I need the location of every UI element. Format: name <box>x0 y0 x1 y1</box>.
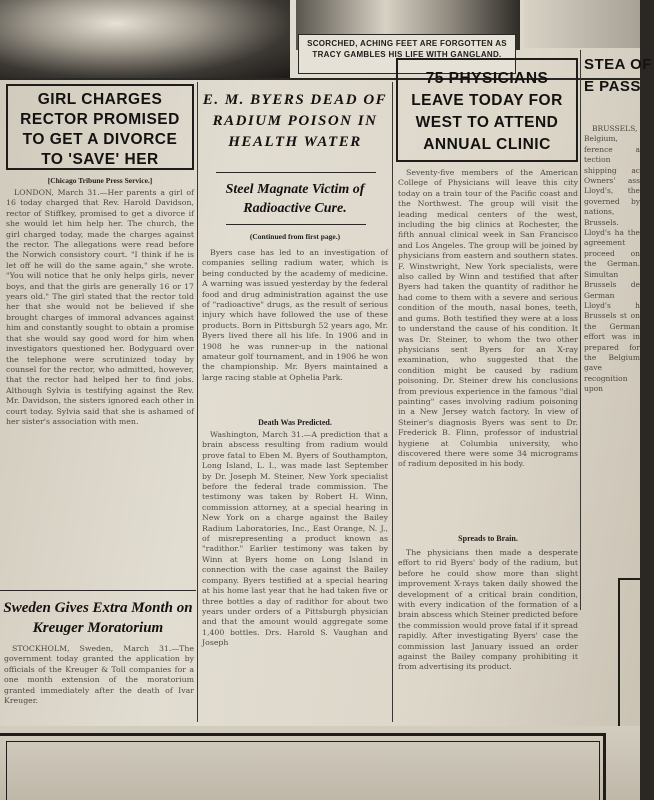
story-divider <box>0 590 196 591</box>
column-rule <box>392 82 393 722</box>
story-paragraph: STOCKHOLM, Sweden, March 31.—The government today granted the application by officials of the Kreuger & Toll companies for a one month extension of the moratorium granted immediately after the death of Ivar Kreuger. <box>4 644 194 706</box>
story-paragraph: Byers case has led to an investigation of companies selling radium water, which is being conducted by the academy of medicine. A warning was issued yesterday by the federal food and drug administration against the use of "radioactive" drugs, as the result of serious injury which have followed the use of these products. Born in Pittsburgh 52 years ago, Mr. Byers lived there all his life. In 1906 and in 1908 he was runner-up in the national amateur golf tournament, and in 1906 he won the championship. Mr. Byers maintained a large racing stable at Ophelia Park. <box>202 248 388 382</box>
news-photo-far-right <box>524 0 640 48</box>
subhead-spreads-to-brain: Spreads to Brain. <box>458 534 518 543</box>
story-body-center-2 <box>202 430 388 722</box>
deck-steel-magnate: Steel Magnate Victim of Radioactive Cure. <box>225 182 365 216</box>
story-credit: [Chicago Tribune Press Service.] <box>47 176 153 185</box>
column-rule <box>580 50 581 610</box>
story-paragraph: LONDON, March 31.—Her parents a girl of 16 today charged that Rev. Harold Davidson, rector of Stiffkey, promised to get a divorce if she would let him help her. The church, the girl charged today, made the charges against the rector. The allegations were read before the Norwich consistory court. "I think if he is let off he will do the same again," she wrote. "You will notice that he only helps girls, never boys, and that the girls are generally 16 or 17 years old." The girl stated that the rector told her that she would not be believed if she brought charges of immoral advances against him and constantly sought to obtain a promise that she would say good word for him when investigators questioned her. Bodyguard over the telephone were scrutinized today by counsel for the rector, who admitted, however, that the rector had helped her to find jobs. Although Sylvia is testifying against the Rev. Mr. Davidson, the sisters ignored each other in court today. Sylvia said that she is ashamed of her sister's association with men. <box>6 188 194 426</box>
story-body-far-right <box>584 124 640 574</box>
headline-girl-charges-rector: GIRL CHARGES RECTOR PROMISED TO GET A DIVORCE TO 'SAVE' HER <box>6 84 194 170</box>
headline-far-right: STEA OF E PASS <box>584 56 652 95</box>
story-paragraph: BRUSSELS, Belgium, ference a tection shipping ac Owners' ass Lloyd's, the governed by nations, Brussels. Lloyd's ha the agreement proceed on the German. Simultan Brussels de German Lloyd's h Brussels st on the German effort was in prepared for the Belgium gave recognition upon <box>584 124 640 394</box>
headline-byers-dead: E. M. BYERS DEAD OF RADIUM POISON IN HEALTH WATER <box>202 92 388 150</box>
story-paragraph: Washington, March 31.—A prediction that a brain abscess resulting from radium would prove fatal to Eben M. Byers of Southampton, Long Island, L. I., was made last September by Dr. Joseph M. Steiner, New York specialist before the federal trade commission. The testimony was taken by Robert H. Winn, commission attorney, at a special hearing in New York on a charge against the Bailey Radium Laboratories, Inc., East Orange, N. J., of misrepresenting a product known as "radithor." Earlier testimony was taken by Winn at Byers home on Long Island in connection with the case against the Bailey company. Byers testified at a special hearing at his home last year that he had taken five or three bottles a day of radithor for about two years under orders of a Pittsburgh physician and that the amount would aggregate some 1,400 bottles. Drs. Harold S. Vaughan and Joseph <box>202 430 388 648</box>
story-body-sweden <box>4 644 194 724</box>
headline-75-physicians: 75 PHYSICIANS LEAVE TODAY FOR WEST TO ATTEND ANNUAL CLINIC <box>396 58 578 162</box>
news-photo-left <box>0 0 290 78</box>
story-body-center-1 <box>202 248 388 414</box>
ad-box-edge <box>618 578 640 738</box>
continued-note: (Continued from first page.) <box>249 232 341 241</box>
story-paragraph: The physicians then made a desperate effort to rid Byers' body of the radium, but before he could show more than slight improvement X-rays taken daily showed the development of a critical brain condition, with every indication of the formation of a brain abscess which Steiner predicted before the commission would prove fatal if it spread rapidly. After investigating Byers' case the commission last January issued an order against the Bailey company prohibiting it from advertising its product. <box>398 548 578 672</box>
column-rule <box>197 82 198 722</box>
deck-rule <box>226 224 366 225</box>
subhead-death-predicted: Death Was Predicted. <box>258 418 332 427</box>
photo-caption: SCORCHED, ACHING FEET ARE FORGOTTEN AS TRACY GAMBLES HIS LIFE WITH GANGLAND. <box>298 34 516 74</box>
story-body-left <box>6 188 194 584</box>
deck-rule <box>216 172 376 173</box>
bottom-inner-box <box>6 741 600 800</box>
headline-sweden-kreuger: Sweden Gives Extra Month on Kreuger Moratorium <box>3 600 193 636</box>
story-body-right-1 <box>398 168 578 530</box>
story-body-right-2 <box>398 548 578 722</box>
story-paragraph: Seventy-five members of the American College of Physicians will leave this city today on a train tour of the Pacific coast and the Northwest. The group will visit the leading medical centers of the west, including the big clinics at Rochester, the fifth annual clinical week in San Francisco and Los Angeles. The group will be joined by physicians from eastern and southern states. F. Winstwright, New York specialists, were also called by Winn and testified that after Byers had taken the quantity of radithor he had come to them with a severe and serious condition of the mouth, nasal bones, teeth, and gums. Both testified they were at a loss to understand the cause of his condition. It was Dr. Steiner, to whom the two other physicians sent Byers for an X-ray examination, who suggested that the condition might be caused by radium poisoning. Dr. Steiner drew his conclusions from previous experience in the famous "dial painting" cases involving radium poisoning in a New Jersey watch factory. In view of Steiner's diagnosis Byers was sent to Dr. Frederick B. Flinn, professor of industrial hygiene at Columbia university, who discovered there were some 34 micrograms of radium deposited in his body. <box>398 168 578 469</box>
